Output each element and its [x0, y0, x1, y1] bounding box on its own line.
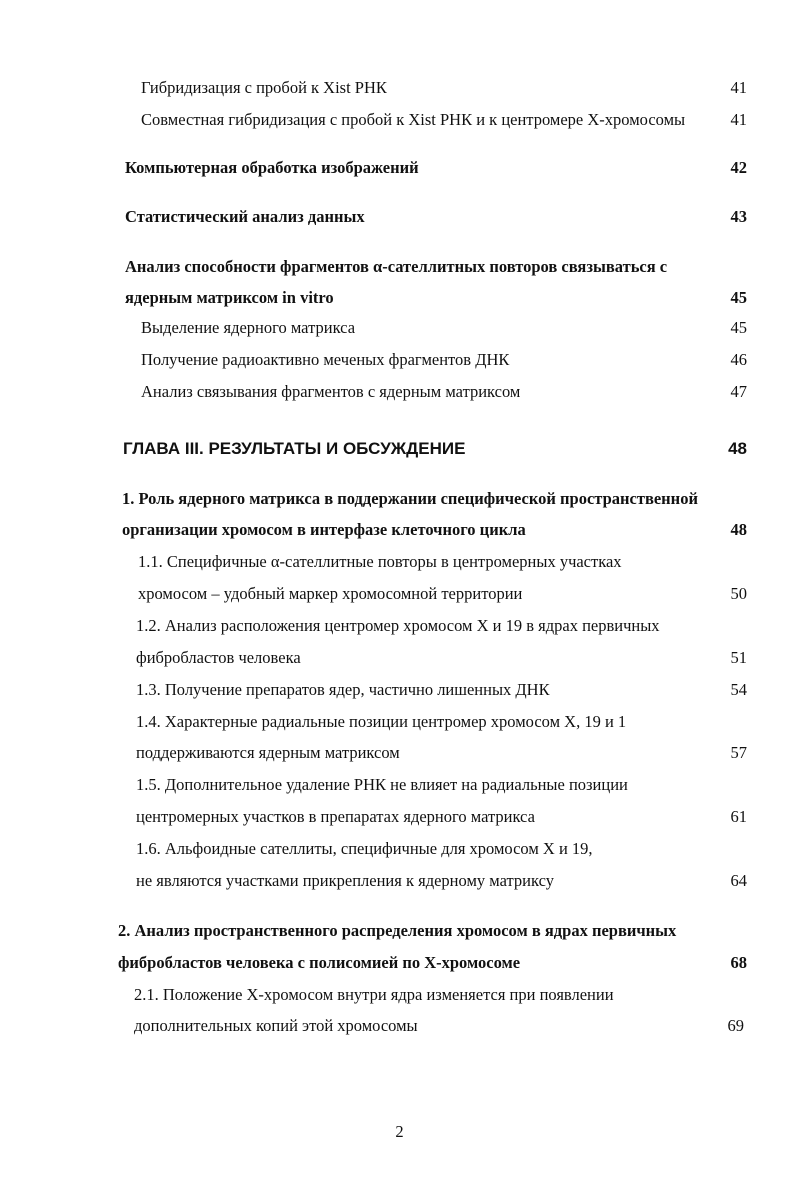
- toc-page-number: 45: [730, 318, 747, 337]
- toc-page-number: 69: [727, 1016, 744, 1035]
- toc-page-number: 43: [730, 207, 747, 226]
- toc-entry: 2.1. Положение Х-хромосом внутри ядра изменяется при появлении: [134, 985, 614, 1004]
- toc-page-number: 46: [730, 350, 747, 369]
- toc-entry: дополнительных копий этой хромосомы: [134, 1016, 418, 1035]
- toc-entry: 1.1. Специфичные α-сателлитные повторы в центромерных участках: [138, 552, 622, 571]
- toc-page-number: 48: [728, 439, 747, 458]
- toc-page-number: 41: [730, 110, 747, 129]
- toc-page-number: 41: [730, 78, 747, 97]
- page-number: 2: [395, 1122, 404, 1141]
- toc-page-number: 47: [730, 382, 747, 401]
- toc-page-number: 42: [730, 158, 747, 177]
- toc-entry: фибробластов человека с полисомией по Х-хромосоме: [118, 953, 521, 972]
- toc-page-number: 54: [730, 680, 747, 699]
- toc-page-number: 45: [730, 288, 747, 307]
- chapter-heading: ГЛАВА III. РЕЗУЛЬТАТЫ И ОБСУЖДЕНИЕ: [123, 439, 466, 458]
- toc-entry: 1.2. Анализ расположения центромер хромосом X и 19 в ядрах первичных: [136, 616, 660, 635]
- toc-entry: 1.4. Характерные радиальные позиции центромер хромосом X, 19 и 1: [136, 712, 627, 731]
- toc-entry: фибробластов человека: [136, 648, 301, 667]
- toc-entry: Совместная гибридизация с пробой к Xist РНК и к центромере Х-хромосомы: [141, 110, 686, 129]
- toc-entry: Выделение ядерного матрикса: [141, 318, 356, 337]
- toc-entry: 2. Анализ пространственного распределения хромосом в ядрах первичных: [118, 921, 677, 940]
- toc-entry: Анализ способности фрагментов α-сателлитных повторов связываться с: [125, 257, 668, 276]
- toc-page-number: 51: [730, 648, 747, 667]
- toc-entry: поддерживаются ядерным матриксом: [136, 743, 400, 762]
- toc-page-number: 68: [730, 953, 747, 972]
- toc-entry: 1.6. Альфоидные сателлиты, специфичные для хромосом X и 19,: [136, 839, 593, 858]
- toc-entry: Статистический анализ данных: [125, 207, 365, 226]
- toc-page-number: 48: [730, 520, 747, 539]
- toc-entry: Получение радиоактивно меченых фрагментов ДНК: [141, 350, 510, 369]
- toc-page-number: 50: [730, 584, 747, 603]
- toc-entry: Компьютерная обработка изображений: [125, 158, 419, 177]
- toc-entry: 1. Роль ядерного матрикса в поддержании специфической пространственной: [122, 489, 698, 508]
- toc-entry: не являются участками прикрепления к ядерному матриксу: [136, 871, 554, 890]
- toc-page-number: 64: [730, 871, 747, 890]
- toc-page-number: 57: [730, 743, 747, 762]
- toc-entry: 1.3. Получение препаратов ядер, частично лишенных ДНК: [136, 680, 550, 699]
- toc-entry: ядерным матриксом in vitro: [125, 288, 334, 307]
- toc-entry: Гибридизация с пробой к Xist РНК: [141, 78, 387, 97]
- toc-entry: центромерных участков в препаратах ядерного матрикса: [136, 807, 535, 826]
- toc-entry: Анализ связывания фрагментов с ядерным матриксом: [141, 382, 521, 401]
- toc-page-number: 61: [730, 807, 747, 826]
- toc-entry: организации хромосом в интерфазе клеточного цикла: [122, 520, 526, 539]
- toc-entry: 1.5. Дополнительное удаление РНК не влияет на радиальные позиции: [136, 775, 628, 794]
- toc-entry: хромосом – удобный маркер хромосомной территории: [138, 584, 523, 603]
